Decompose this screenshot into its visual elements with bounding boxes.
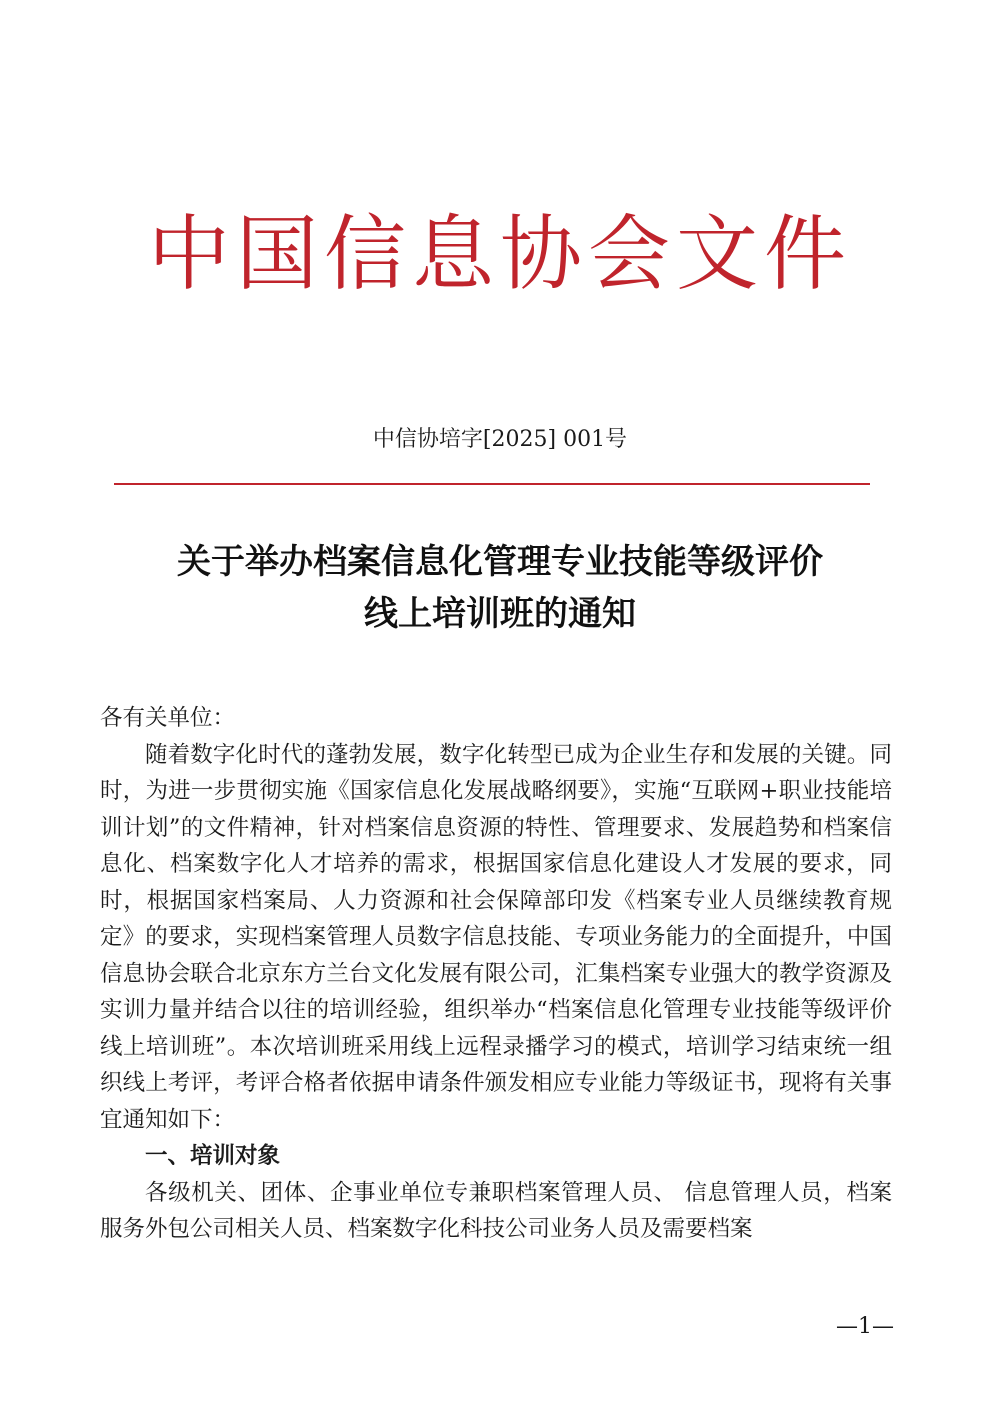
red-divider-rule xyxy=(114,483,870,485)
section-heading-training-target: 一、培训对象 xyxy=(145,1143,281,1169)
notice-title-line-2: 线上培训班的通知 xyxy=(364,594,636,634)
notice-title xyxy=(0,536,1000,640)
notice-body xyxy=(100,700,892,1248)
document-number: 中信协培字[2025] 001号 xyxy=(372,427,628,452)
body-paragraph-1: 随着数字化时代的蓬勃发展，数字化转型已成为企业生存和发展的关键。同时，为进一步贯彻实施《国家信息化发展战略纲要》，实施“互联网+职业技能培训计划”的文件精神，针对档案信息资源的特性、管理要求、发展趋势和档案信息化、档案数字化人才培养的需求，根据国家信息化建设人才发展的要求，同时，根据国家档案局、人力资源和社会保障部印发《档案专业人员继续教育规定》的要求，实现档案管理人员数字信息技能、专项业务能力的全面提升，中国信息协会联合北京东方兰台文化发展有限公司，汇集档案专业强大的教学资源及实训力量并结合以往的培训经验，组织举办“档案信息化管理专业技能等级评价线上培训班”。本次培训班采用线上远程录播学习的模式，培训学习结束统一组织线上考评，考评合格者依据申请条件颁发相应专业能力等级证书，现将有关事宜通知如下： xyxy=(100,741,892,1133)
salutation: 各有关单位： xyxy=(100,705,236,731)
page-number: —1— xyxy=(836,1314,894,1339)
notice-title-line-1: 关于举办档案信息化管理专业技能等级评价 xyxy=(177,542,823,582)
document-masthead: 中国信息协会文件 xyxy=(147,207,852,302)
section-1-paragraph: 各级机关、团体、企事业单位专兼职档案管理人员、 信息管理人员，档案服务外包公司相关人员、档案数字化科技公司业务人员及需要档案 xyxy=(100,1179,892,1242)
